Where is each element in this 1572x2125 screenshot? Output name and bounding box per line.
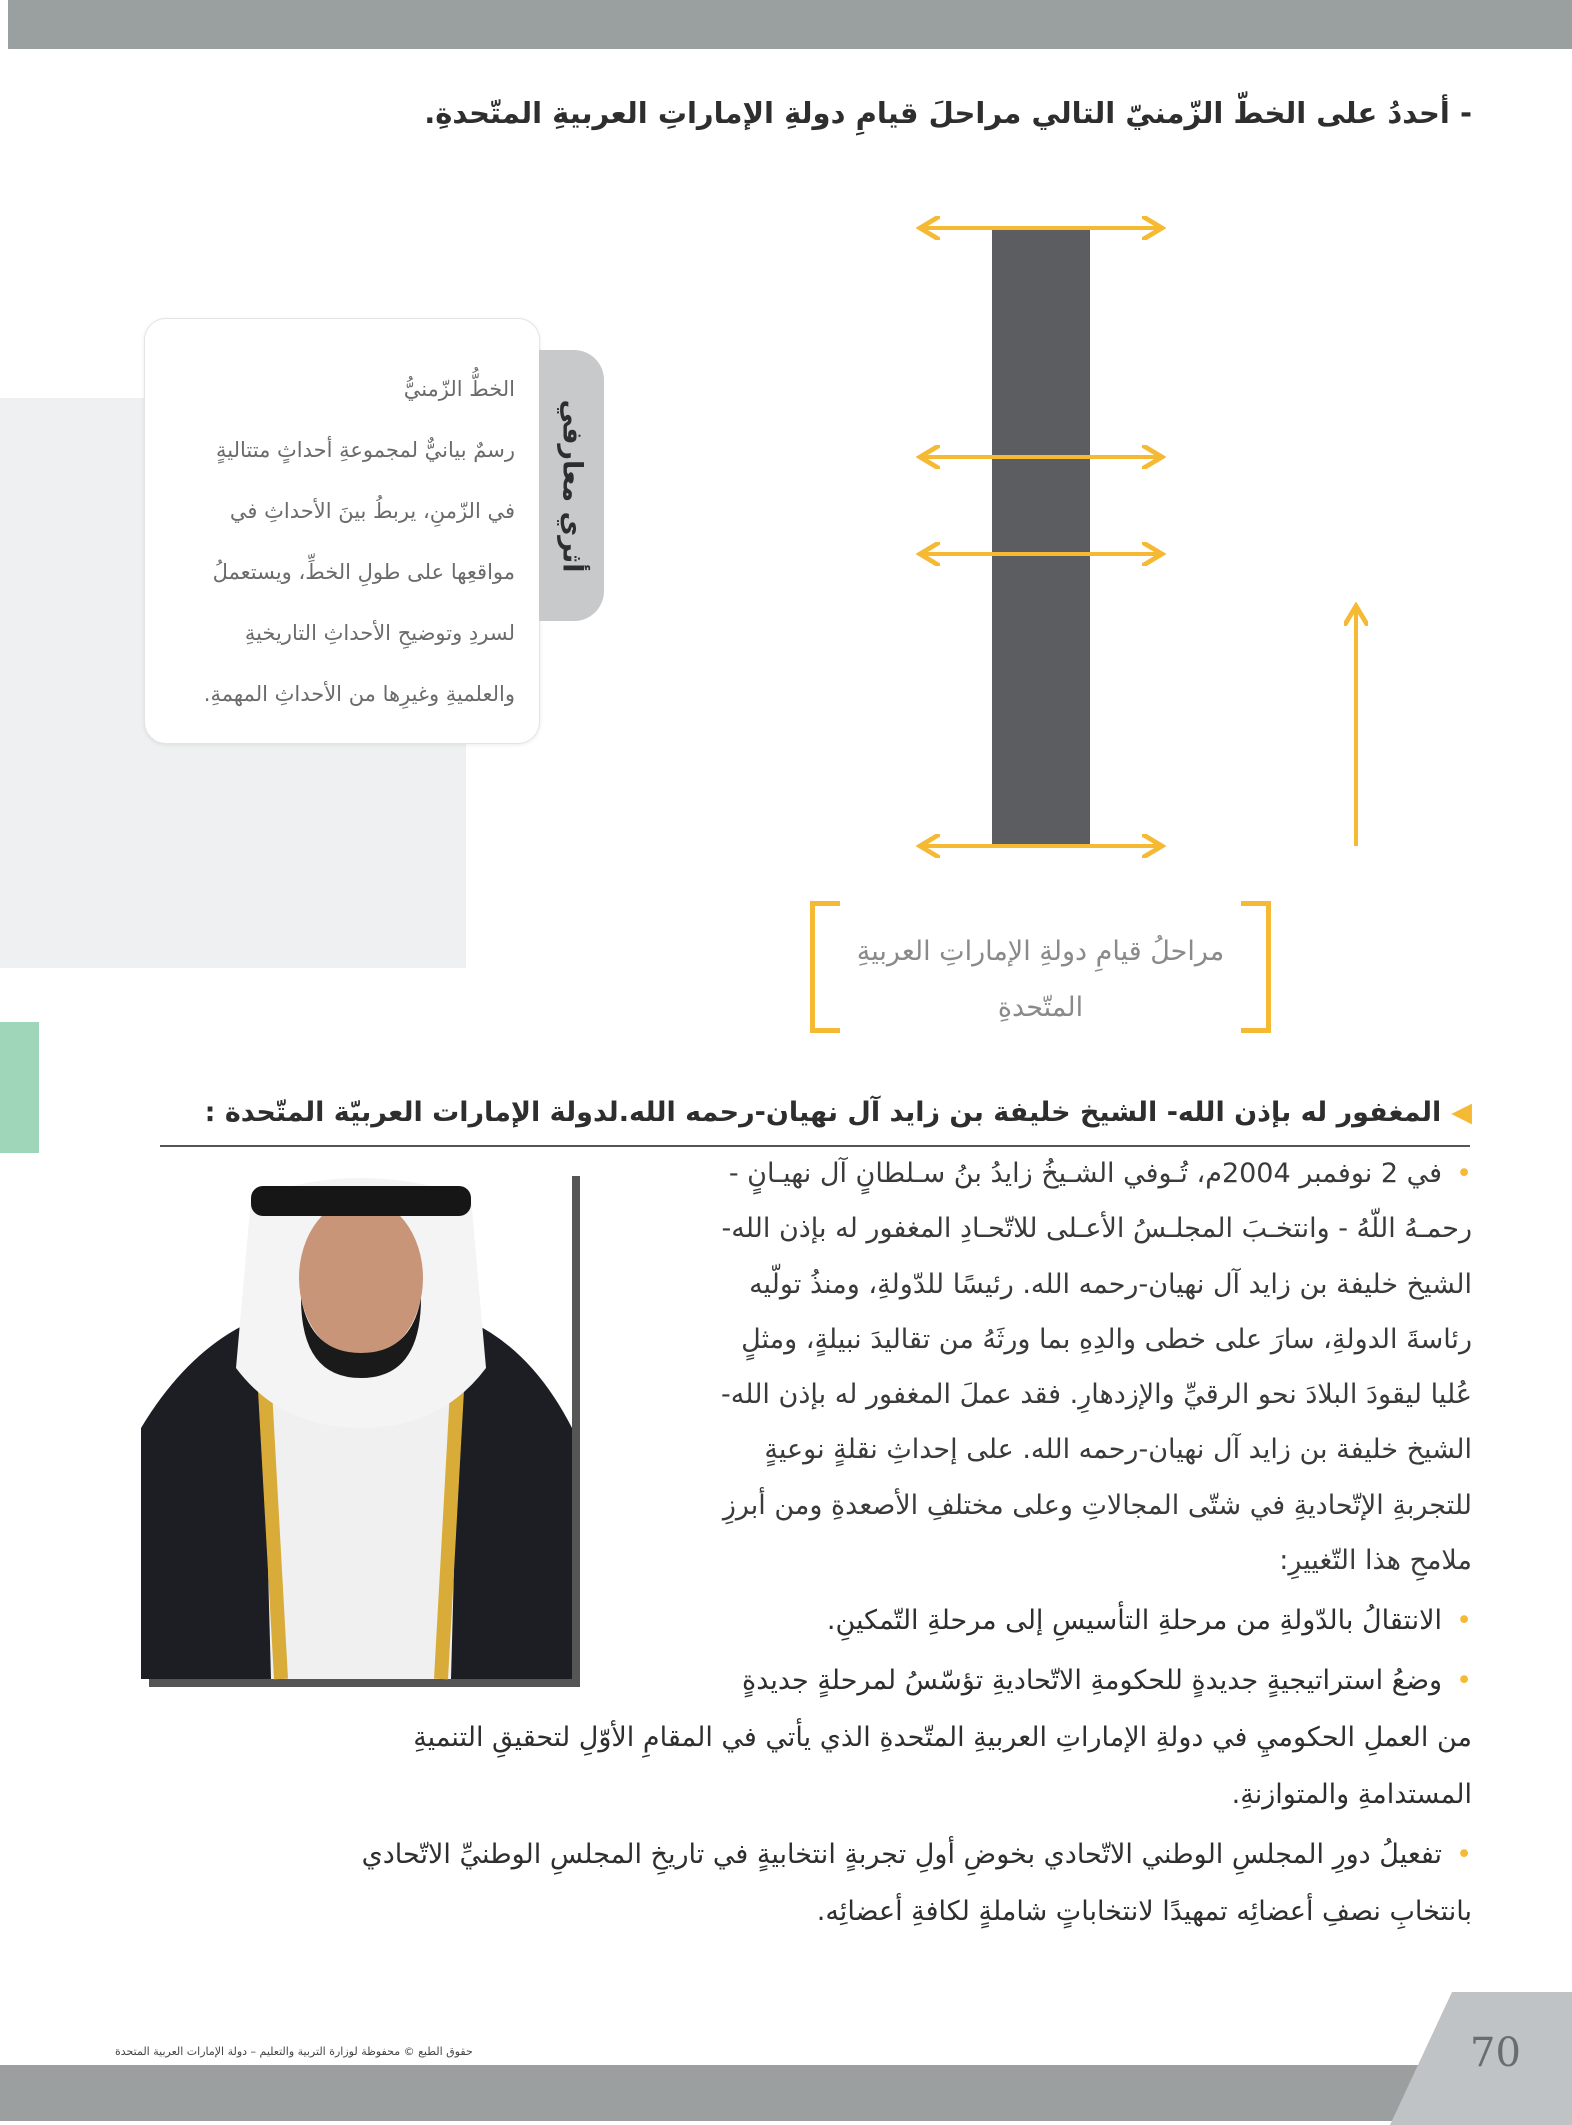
bullet-item: •تفعيلُ دورِ المجلسِ الوطني الاتّحادي بخوضِ أولِ تجربةٍ انتخابيةٍ في تاريخِ المجلسِ الوطنيِّ الاتّحادي بانتخابِ نصفِ أعضائِه تمهيدًا لانتخاباتٍ شاملةٍ لكافةِ أعضائِه. bbox=[361, 1839, 1472, 1927]
section-heading bbox=[205, 1097, 1472, 1128]
bullet-icon: • bbox=[1456, 1665, 1472, 1696]
enrich-line: لسردِ وتوضيحِ الأحداثِ التاريخيةِ bbox=[244, 621, 515, 645]
bullet-icon: • bbox=[1456, 1158, 1472, 1189]
bullet-item: •وضعُ استراتيجيةٍ جديدةٍ للحكومةِ الاتّحاديةِ تؤسّسُ لمرحلةٍ جديدةٍ من العملِ الحكوميِ في دولةِ الإماراتِ العربيةِ المتّحدةِ الذي يأتي في المقامِ الأوّلِ لتحقيقِ التنميةِ المستدامةِ والمتوازنةِ. bbox=[413, 1665, 1472, 1810]
instruction-text: - أحددُ على الخطّ الزّمنيّ التالي مراحلَ قيامِ دولةِ الإماراتِ العربيةِ المتّحدةِ. bbox=[424, 96, 1472, 130]
enrich-line: رسمٌ بيانيٌّ لمجموعةِ أحداثٍ متتاليةٍ bbox=[216, 438, 515, 462]
paragraph-line: •في 2 نوفمبر 2004م، تُـوفي الشـيخُ زايدُ بنُ سـلطانٍ آل نهيـانٍ - bbox=[728, 1158, 1472, 1189]
enrich-card bbox=[144, 318, 540, 744]
bullet-item: •الانتقالُ بالدّولةِ من مرحلةِ التأسيسِ إلى مرحلةِ التّمكينِ. bbox=[826, 1605, 1472, 1636]
page-number: 70 bbox=[1470, 2030, 1521, 2076]
bullet-icon: • bbox=[1456, 1605, 1472, 1636]
triangle-bullet-icon: ◀ bbox=[1451, 1097, 1472, 1128]
footer-bar bbox=[0, 2065, 1572, 2121]
paragraph-line: عُليا ليقودَ البلادَ نحو الرقيِّ والإزدهارِ. فقد عملَ المغفور له بإذن الله- bbox=[721, 1379, 1472, 1411]
footer-copyright: حقوق الطبع © محفوظة لوزارة التربية والتعليم – دولة الإمارات العربية المتحدة bbox=[115, 2045, 473, 2058]
paragraph-line: للتجربةِ الإتّحاديةِ في شتّى المجالاتِ وعلى مختلفِ الأصعدةِ ومن أبرزِ bbox=[722, 1489, 1472, 1521]
green-marker bbox=[0, 1022, 39, 1153]
timeline-label-line: مراحلُ قيامِ دولةِ الإماراتِ العربيةِ bbox=[856, 936, 1225, 967]
body-paragraph bbox=[592, 1146, 1472, 1588]
timeline-label-line: المتّحدةِ bbox=[997, 992, 1084, 1023]
timeline-arrows bbox=[900, 200, 1400, 860]
enrich-term: الخطُّ الزّمنيُّ bbox=[403, 377, 515, 401]
enrich-line: والعلميةِ وغيرِها من الأحداثِ المهمةِ. bbox=[203, 682, 515, 706]
timeline-label-box bbox=[810, 901, 1271, 1033]
enrich-line: مواقعِها على طولِ الخطِّ، ويستعملُ bbox=[212, 560, 515, 584]
enrich-tab bbox=[539, 350, 604, 621]
enrich-line: في الزّمنِ، يربطُ بينَ الأحداثِ في bbox=[229, 499, 515, 523]
bullet-icon: • bbox=[1456, 1839, 1472, 1870]
paragraph-line: ملامحِ هذا التّغييرِ: bbox=[1279, 1545, 1472, 1577]
enrich-tab-label: أثري معارفي bbox=[556, 399, 587, 572]
paragraph-line: رئاسةَ الدولةِ، سارَ على خطى والدِهِ بما ورثَهُ من تقاليدَ نبيلةٍ، ومثلٍ bbox=[741, 1323, 1472, 1355]
paragraph-line: الشيخ خليفة بن زايد آل نهيان-رحمه الله. رئيسًا للدّولةِ، ومنذُ تولّيه bbox=[749, 1268, 1472, 1300]
section-heading-text: المغفور له بإذن الله- الشيخ خليفة بن زايد آل نهيان-رحمه الله.لدولة الإمارات العربيّة المتّحدة : bbox=[204, 1097, 1442, 1128]
paragraph-line: الشيخ خليفة بن زايد آل نهيان-رحمه الله. على إحداثِ نقلةٍ نوعيةٍ bbox=[764, 1434, 1472, 1466]
paragraph-line: رحمـهُ اللّهُ - وانتخـبَ المجلـسُ الأعـلى للاتّحـادِ المغفور له بإذن الله- bbox=[721, 1213, 1472, 1245]
top-bar bbox=[8, 0, 1572, 49]
